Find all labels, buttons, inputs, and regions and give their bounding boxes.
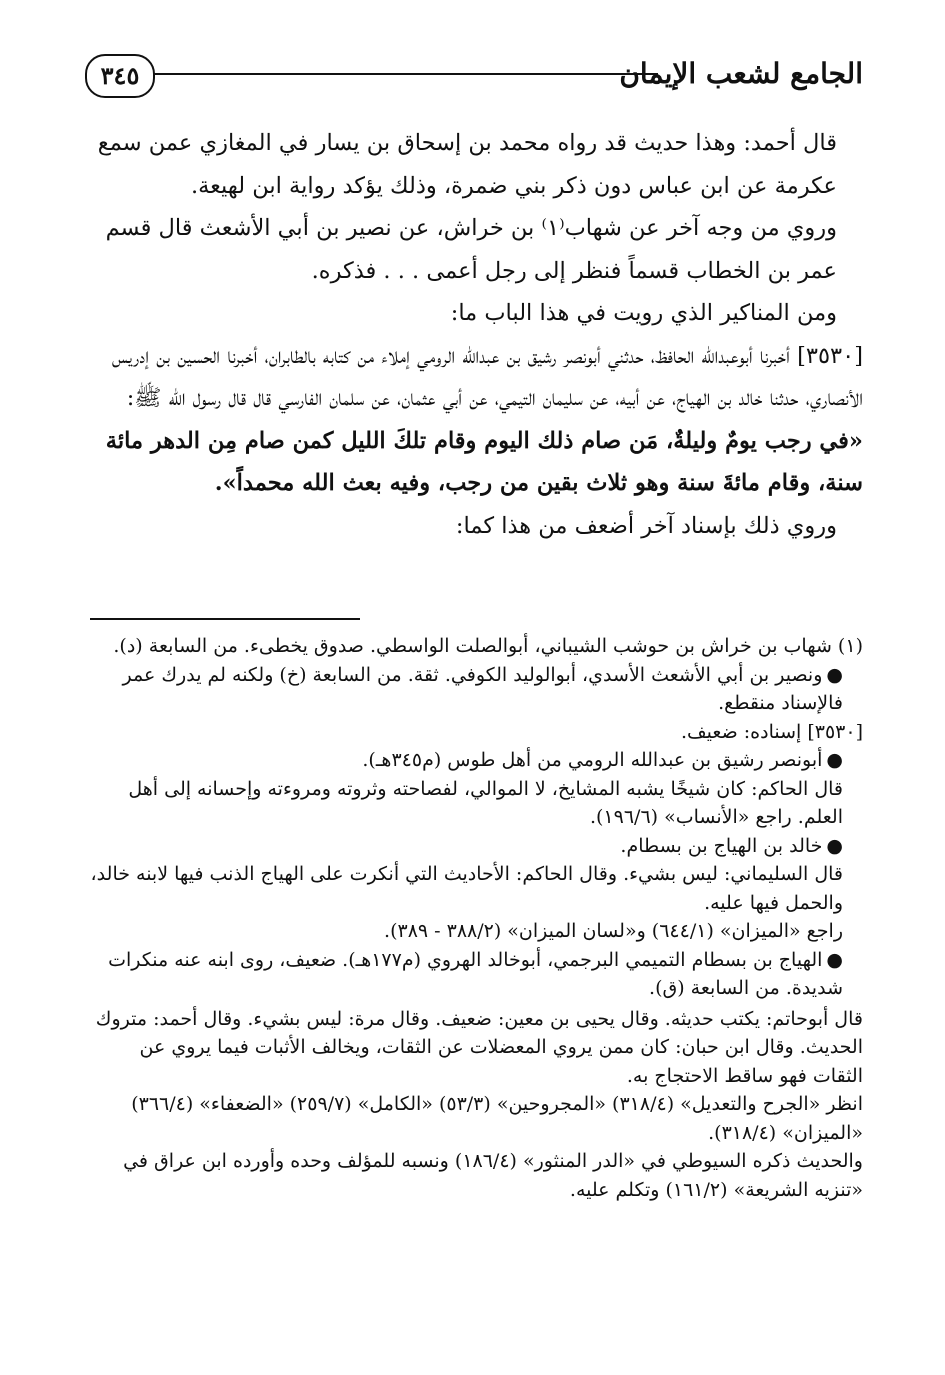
main-text xyxy=(90,122,863,547)
footnote: راجع «الميزان» (٦٤٤/١) و«لسان الميزان» (٣٨٨/٢ - ٣٨٩). xyxy=(384,920,843,942)
footnote-separator xyxy=(90,618,360,620)
footnote: انظر «الجرح والتعديل» (٣١٨/٤) «المجروحين» (٥٣/٣) «الكامل» (٢٥٩/٧) «الضعفاء» (٣٦٦/٤) «الميزان» (٣١٨/٤). xyxy=(131,1093,863,1144)
footnote-bullet-item: ●ونصير بن أبي الأشعث الأسدي، أبوالوليد الكوفي. ثقة. من السابعة (خ) ولكنه لم يدرك عمر فالإسناد منقطع. xyxy=(122,663,843,714)
footnote: قال السليماني: ليس بشيء. وقال الحاكم: الأحاديث التي أنكرت على الهياج الذنب فيها لابنه خالد، والحمل فيها عليه. xyxy=(90,863,843,914)
footnote-heading: [٣٥٣٠] إسناده: ضعيف. xyxy=(680,720,863,743)
paragraph: ومن المناكير الذي رويت في هذا الباب ما: xyxy=(450,300,837,326)
footnote-bullet-item: ●أبونصر رشيق بن عبدالله الرومي من أهل طوس (م٣٤٥هـ). xyxy=(362,749,843,771)
footnote-bullet-item: ●الهياج بن بسطام التميمي البرجمي، أبوخالد الهروي (م١٧٧هـ). ضعيف، روى ابنه عنه منكرات شديدة. من السابعة (ق). xyxy=(108,948,843,999)
footnote: والحديث ذكره السيوطي في «الدر المنثور» (١٨٦/٤) ونسبه للمؤلف وحده وأورده ابن عراق في «تنزيه الشريعة» (١٦١/٢) وتكلم عليه. xyxy=(123,1150,863,1201)
hadith-isnad: [٣٥٣٠] أخبرنا أبوعبدالله الحافظ، حدثني أبونصر رشيق بن عبدالله الرومي إملاء من كتابه بالطابران، أخبرنا الحسين بن إدريس الأنصاري، حدثنا خالد بن الهياج، عن أبيه، عن سليمان التيمي، عن أبي عثمان، عن سلمان الفارسي قال قال رسول الله ﷺ: xyxy=(111,342,863,411)
bullet-icon: ● xyxy=(826,948,843,971)
hadith-matn: «في رجب يومٌ وليلةٌ، مَن صام ذلك اليوم وقام تلكَ الليل كمن صام مِن الدهر مائة سنة، وقام مائةَ سنة وهو ثلاث بقين من رجب، وفيه بعث الله محمداً». xyxy=(105,427,863,496)
bullet-icon: ● xyxy=(826,749,843,771)
footnote: (١) شهاب بن خراش بن حوشب الشيباني، أبوالصلت الواسطي. صدوق يخطىء. من السابعة (د). xyxy=(113,635,863,657)
footnote: قال الحاكم: كان شيخًا يشبه المشايخ، لا الموالي، لفصاحته وثروته ومروءته وإحسانه إلى أهل العلم. راجع «الأنساب» (١٩٦/٦). xyxy=(128,777,843,828)
bullet-icon: ● xyxy=(826,663,843,686)
footnotes xyxy=(90,632,863,1204)
paragraph: وروي ذلك بإسناد آخر أضعف من هذا كما: xyxy=(455,512,837,539)
header-rule xyxy=(153,73,658,75)
bullet-icon: ● xyxy=(826,834,843,857)
page-number: ٣٤٥ xyxy=(85,54,155,98)
paragraph: وروي من وجه آخر عن شهاب⁽١⁾ بن خراش، عن نصير بن أبي الأشعث قال قسم عمر بن الخطاب قسماً فنظر إلى رجل أعمى . . . فذكره. xyxy=(105,215,837,284)
footnote-bullet-item: ●خالد بن الهياج بن بسطام. xyxy=(620,834,843,857)
footnote: قال أبوحاتم: يكتب حديثه. وقال يحيى بن معين: ضعيف. وقال مرة: ليس بشيء. وقال أحمد: متروك الحديث. وقال ابن حبان: كان ممن يروي المعضلات عن الثقات، ويخالف الأثبات فيما يروي عن الثقات فهو ساقط الاحتجاج به. xyxy=(95,1007,863,1087)
page-header xyxy=(85,48,863,104)
running-title: الجامع لشعب الإيمان xyxy=(619,57,863,90)
paragraph: قال أحمد: وهذا حديث قد رواه محمد بن إسحاق بن يسار في المغازي عمن سمع عكرمة عن ابن عباس دون ذكر بني ضمرة، وذلك يؤكد رواية ابن لهيعة. xyxy=(97,130,837,199)
